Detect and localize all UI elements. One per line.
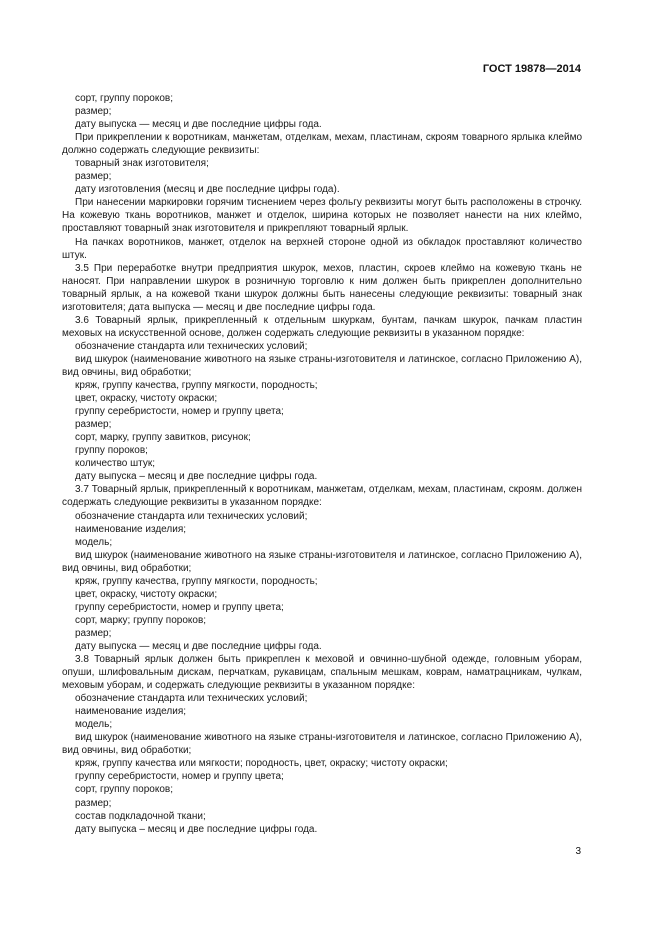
body-paragraph: сорт, марку, группу завитков, рисунок; — [75, 432, 251, 444]
document-body — [62, 92, 582, 836]
body-paragraph: количество штук; — [75, 458, 156, 470]
body-paragraph: модель; — [75, 719, 113, 731]
body-paragraph: вид шкурок (наименование животного на языке страны-изготовителя и латинское, согласно Приложению А), вид овчины, вид обработки; — [62, 549, 582, 574]
body-paragraph: обозначение стандарта или технических условий; — [75, 510, 308, 522]
body-paragraph: При нанесении маркировки горячим тиснением через фольгу реквизиты могут быть расположены в строчку. На кожевую ткань воротников, манжет и отделок, ширина которых не позволяет нанести на них клеймо, проставляют товарный знак изготовителя и прикрепляют товарный ярлык. — [62, 197, 582, 235]
body-paragraph: наименование изделия; — [75, 523, 187, 535]
body-paragraph: размер; — [75, 419, 112, 431]
body-paragraph: состав подкладочной ткани; — [75, 810, 206, 822]
body-paragraph: дату выпуска — месяц и две последние цифры года. — [75, 640, 322, 652]
body-paragraph: кряж, группу качества, группу мягкости, породность; — [75, 380, 318, 392]
body-paragraph: размер; — [75, 106, 112, 118]
body-paragraph: группу пороков; — [75, 445, 148, 457]
body-paragraph: кряж, группу качества, группу мягкости, породность; — [75, 575, 318, 587]
body-paragraph: обозначение стандарта или технических условий; — [75, 340, 308, 352]
body-paragraph: обозначение стандарта или технических условий; — [75, 693, 308, 705]
body-paragraph: товарный знак изготовителя; — [75, 158, 209, 170]
body-paragraph: 3.6 Товарный ярлык, прикрепленный к отдельным шкуркам, бунтам, пачкам шкурок, пачкам пластин меховых на искусственной основе, должен содержать следующие реквизиты в указанном порядке: — [62, 314, 582, 339]
page-number: 3 — [575, 846, 581, 857]
body-paragraph: вид шкурок (наименование животного на языке страны-изготовителя и латинское, согласно Приложению А), вид овчины, вид обработки; — [62, 732, 582, 757]
body-paragraph: размер; — [75, 627, 112, 639]
body-paragraph: 3.7 Товарный ярлык, прикрепленный к воротникам, манжетам, отделкам, мехам, пластинам, скроям. должен содержать следующие реквизиты в указанном порядке: — [62, 484, 582, 509]
body-paragraph: вид шкурок (наименование животного на языке страны-изготовителя и латинское, согласно Приложению А), вид овчины, вид обработки; — [62, 353, 582, 378]
standard-code-header: ГОСТ 19878—2014 — [482, 63, 581, 75]
body-paragraph: группу серебристости, номер и группу цвета; — [75, 406, 284, 418]
body-paragraph: цвет, окраску, чистоту окраски; — [75, 588, 218, 600]
body-paragraph: размер; — [75, 171, 112, 183]
body-paragraph: сорт, группу пороков; — [75, 93, 173, 104]
body-paragraph: 3.8 Товарный ярлык должен быть прикреплен к меховой и овчинно-шубной одежде, головным уборам, опуши, шлифовальным дискам, перчаткам, рукавицам, спальным мешкам, коврам, наматрацникам, чулкам, меховым уборам, и содержать следующие реквизиты в указанном порядке: — [62, 654, 582, 692]
body-paragraph: наименование изделия; — [75, 706, 187, 718]
body-paragraph: дату выпуска — месяц и две последние цифры года. — [75, 119, 322, 131]
body-paragraph: группу серебристости, номер и группу цвета; — [75, 601, 284, 613]
body-paragraph: размер; — [75, 797, 112, 809]
body-paragraph: сорт, группу пороков; — [75, 784, 173, 796]
body-paragraph: цвет, окраску, чистоту окраски; — [75, 393, 218, 405]
body-paragraph: дату выпуска – месяц и две последние цифры года. — [75, 823, 318, 835]
body-paragraph: дату выпуска – месяц и две последние цифры года. — [75, 471, 318, 483]
body-paragraph: дату изготовления (месяц и две последние цифры года). — [75, 184, 340, 196]
body-paragraph: При прикреплении к воротникам, манжетам, отделкам, мехам, пластинам, скроям товарного ярлыка клеймо должно содержать следующие реквизиты: — [62, 132, 582, 157]
body-paragraph: 3.5 При переработке внутри предприятия шкурок, мехов, пластин, скроев клеймо на кожевую ткань не наносят. При направлении шкурок в розничную торговлю к ним должен быть прикреплен дополнительно товарный ярлык, а на кожевой ткани шкурок должны быть нанесены следующие реквизиты: товарный знак изготовителя; дата выпуска — месяц и две последние цифры года. — [62, 262, 582, 313]
body-paragraph: группу серебристости, номер и группу цвета; — [75, 771, 284, 783]
body-paragraph: сорт, марку; группу пороков; — [75, 614, 207, 626]
body-paragraph: На пачках воротников, манжет, отделок на верхней стороне одной из обкладок проставляют количество штук. — [62, 236, 582, 261]
body-paragraph: модель; — [75, 536, 113, 548]
body-paragraph: кряж, группу качества или мягкости; породность, цвет, окраску; чистоту окраски; — [75, 758, 448, 770]
